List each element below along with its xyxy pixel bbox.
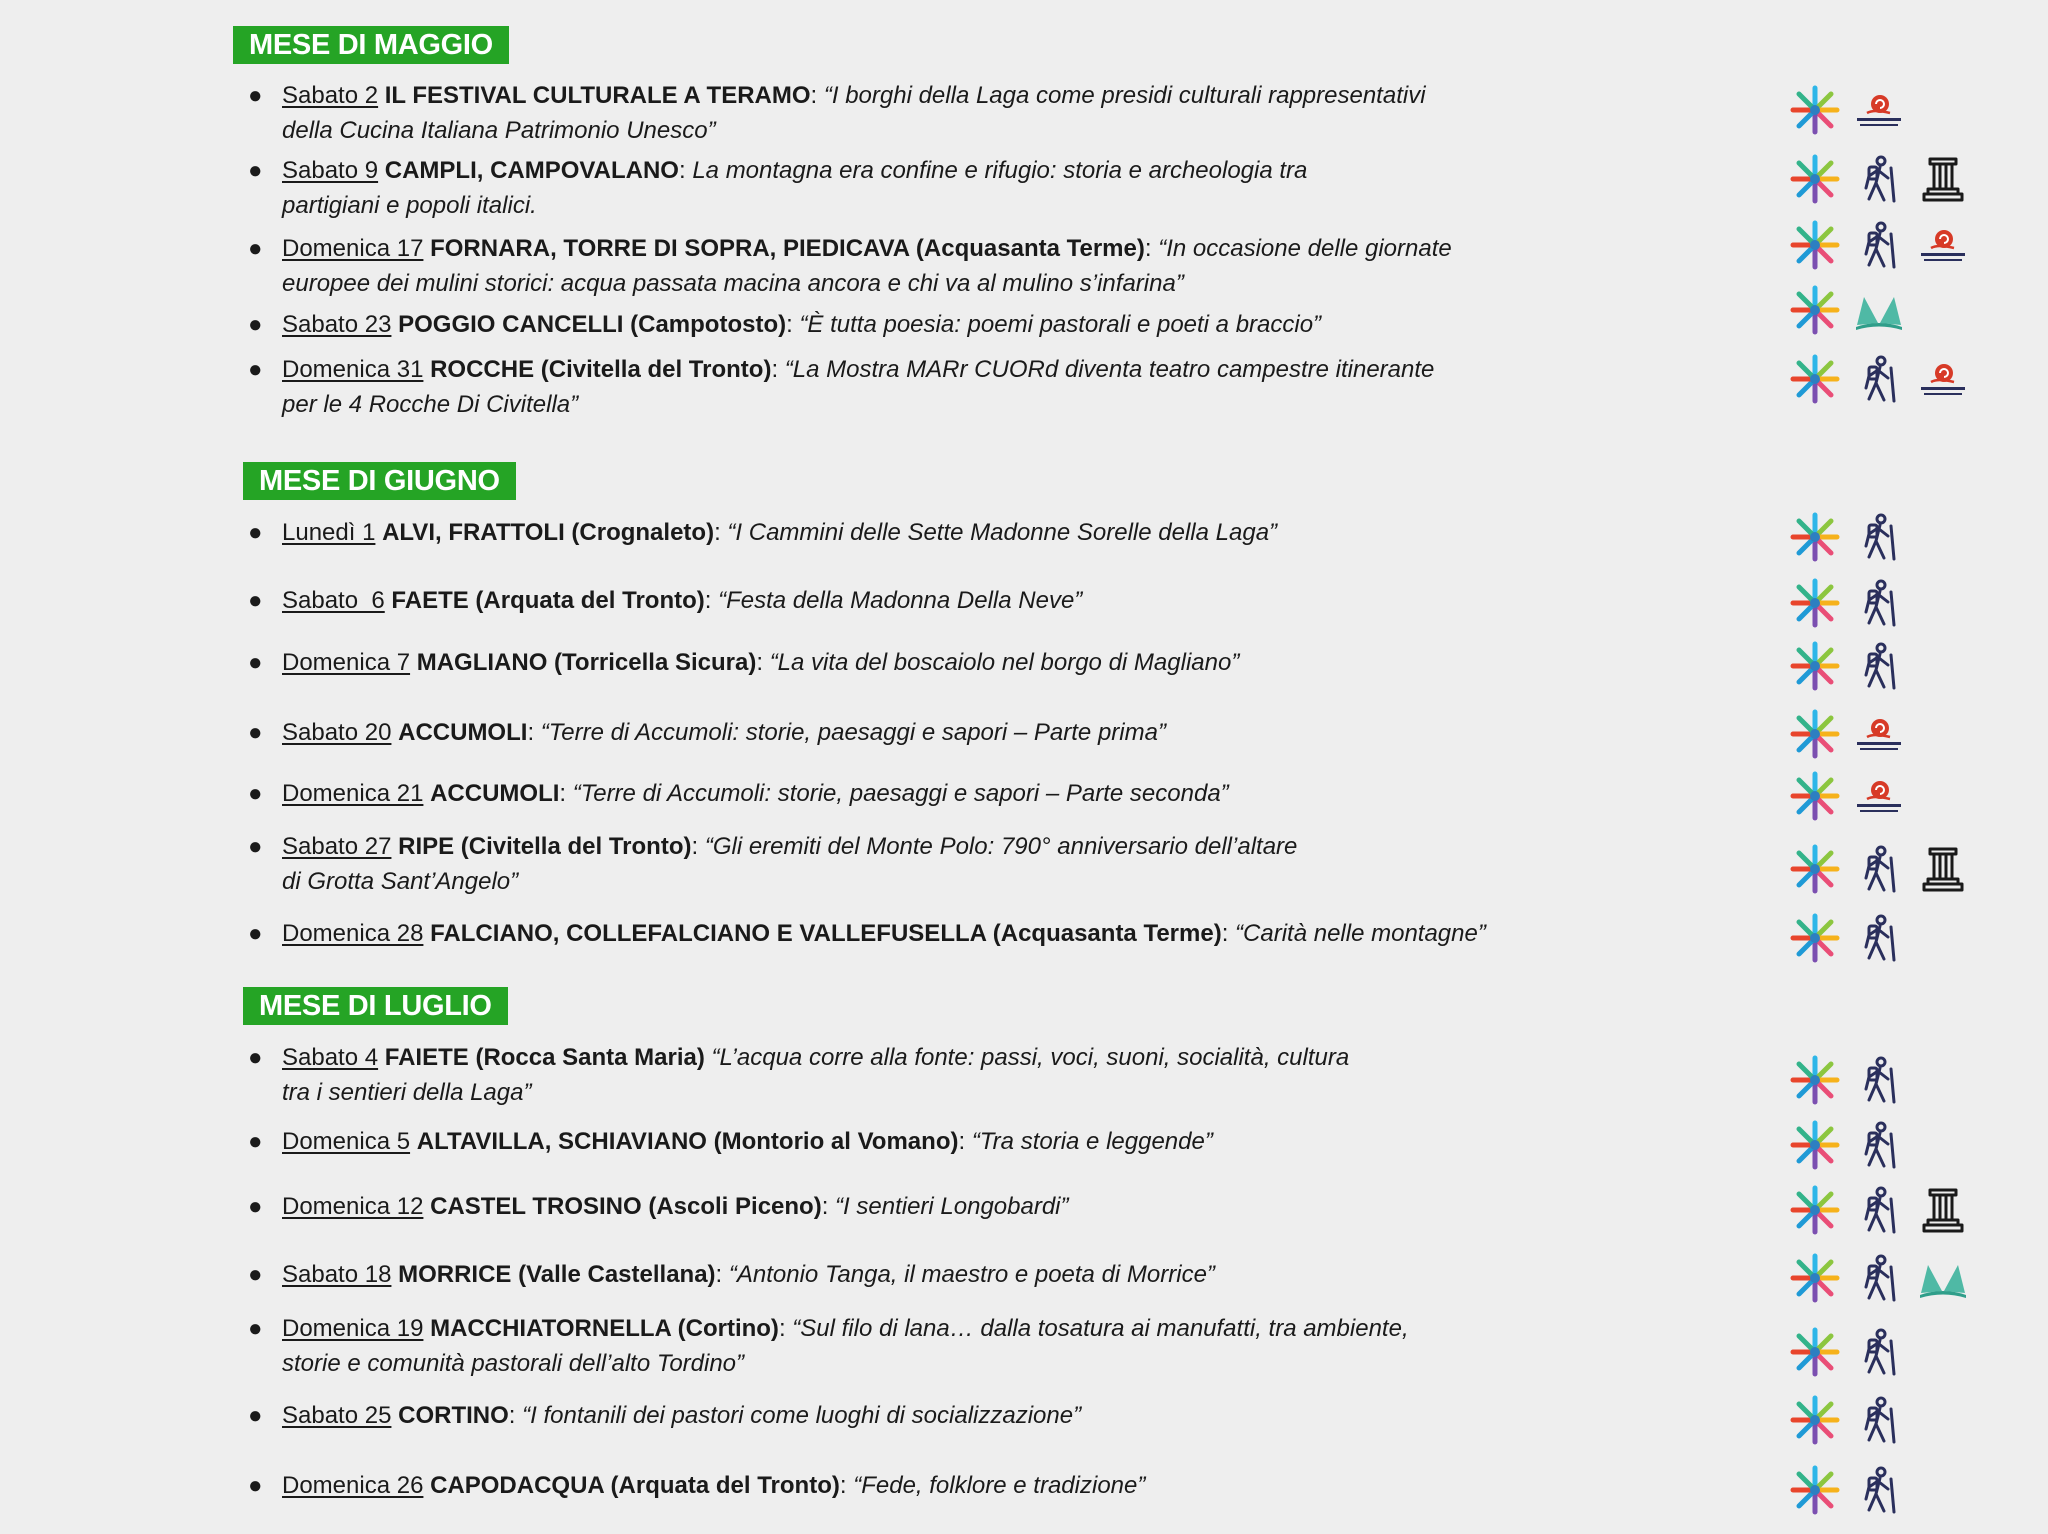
event-place: MACCHIATORNELLA (Cortino) xyxy=(430,1315,779,1342)
event-date: Domenica 28 xyxy=(282,920,424,947)
hiker-icon xyxy=(1854,354,1904,404)
list-item xyxy=(248,1124,1542,1159)
event-icons xyxy=(1790,215,1968,275)
event-date: Sabato 2 xyxy=(282,82,379,109)
column-icon xyxy=(1918,1185,1968,1235)
event-sep: : xyxy=(714,519,721,546)
bullet: ● xyxy=(248,157,263,184)
flower-logo-icon xyxy=(1790,1055,1840,1105)
flower-logo-icon xyxy=(1790,1465,1840,1515)
event-date: Sabato 20 xyxy=(282,719,392,746)
event-icons xyxy=(1790,80,1904,140)
hiker-icon xyxy=(1854,1465,1904,1515)
slow-food-icon xyxy=(1854,709,1904,759)
bullet: ● xyxy=(248,235,263,262)
event-sep: : xyxy=(508,1402,516,1429)
list-item xyxy=(248,583,1542,618)
flower-logo-icon xyxy=(1790,1253,1840,1303)
bullet: ● xyxy=(248,719,263,746)
bullet: ● xyxy=(248,519,263,546)
event-icons xyxy=(1790,1390,1904,1450)
event-date: Domenica 19 xyxy=(282,1315,424,1342)
event-sep: : xyxy=(958,1128,966,1155)
bullet: ● xyxy=(248,356,263,383)
flower-logo-icon xyxy=(1790,844,1840,894)
list-item xyxy=(248,1468,1542,1503)
event-place: MORRICE (Valle Castellana) xyxy=(398,1261,716,1288)
event-place: CORTINO xyxy=(398,1402,509,1429)
event-date: Domenica 17 xyxy=(282,235,424,262)
event-desc: “I sentieri Longobardi” xyxy=(835,1193,1069,1220)
book-icon xyxy=(1918,1253,1968,1303)
column-icon xyxy=(1918,844,1968,894)
list-item xyxy=(248,1189,1542,1224)
event-place: IL FESTIVAL CULTURALE A TERAMO xyxy=(384,82,811,109)
event-date: Sabato 18 xyxy=(282,1261,392,1288)
event-desc-cont: europee dei mulini storici: acqua passata macina ancora e chi va al mulino s’infarina” xyxy=(282,270,1184,297)
event-desc: “I fontanili dei pastori come luoghi di socializzazione” xyxy=(522,1402,1082,1429)
event-icons xyxy=(1790,1180,1968,1240)
flower-logo-icon xyxy=(1790,512,1840,562)
event-date: Domenica 21 xyxy=(282,780,424,807)
event-desc-cont: partigiani e popoli italici. xyxy=(282,192,537,219)
event-icons xyxy=(1790,1460,1904,1520)
hiker-icon xyxy=(1854,512,1904,562)
event-desc: “La Mostra MARr CUORd diventa teatro campestre itinerante xyxy=(784,356,1435,383)
event-date: Domenica 7 xyxy=(282,649,411,676)
event-icons xyxy=(1790,839,1968,899)
list-item xyxy=(248,307,1542,342)
event-desc: “I borghi della Laga come presidi culturali rappresentativi xyxy=(823,82,1426,109)
flower-logo-icon xyxy=(1790,641,1840,691)
bullet: ● xyxy=(248,1472,263,1499)
flower-logo-icon xyxy=(1790,285,1840,335)
event-icons xyxy=(1790,704,1904,764)
slow-food-icon xyxy=(1854,85,1904,135)
event-date: Sabato 23 xyxy=(282,311,392,338)
event-icons xyxy=(1790,349,1968,409)
event-place: ALTAVILLA, SCHIAVIANO (Montorio al Vomano) xyxy=(416,1128,959,1155)
slow-food-icon xyxy=(1854,771,1904,821)
event-sep: : xyxy=(715,1261,723,1288)
event-place: POGGIO CANCELLI (Campotosto) xyxy=(398,311,787,338)
hiker-icon xyxy=(1854,154,1904,204)
event-desc: “In occasione delle giornate xyxy=(1158,235,1452,262)
event-sep: : xyxy=(786,311,793,338)
hiker-icon xyxy=(1854,1253,1904,1303)
hiker-icon xyxy=(1854,1120,1904,1170)
event-desc: “È tutta poesia: poemi pastorali e poeti a braccio” xyxy=(799,311,1322,338)
bullet: ● xyxy=(248,1044,263,1071)
event-place: CAPODACQUA (Arquata del Tronto) xyxy=(430,1472,840,1499)
event-sep: : xyxy=(1221,920,1229,947)
event-desc: “Festa della Madonna Della Neve” xyxy=(718,587,1083,614)
event-date: Sabato 25 xyxy=(282,1402,392,1429)
slow-food-icon xyxy=(1918,354,1968,404)
flower-logo-icon xyxy=(1790,1185,1840,1235)
event-icons xyxy=(1790,1115,1904,1175)
hiker-icon xyxy=(1854,220,1904,270)
flower-logo-icon xyxy=(1790,154,1840,204)
event-icons xyxy=(1790,573,1904,633)
event-sep: : xyxy=(839,1472,847,1499)
bullet: ● xyxy=(248,1128,263,1155)
book-icon xyxy=(1854,285,1904,335)
hiker-icon xyxy=(1854,1055,1904,1105)
bullet: ● xyxy=(248,1193,263,1220)
event-date: Sabato 9 xyxy=(282,157,379,184)
event-desc: “Tra storia e leggende” xyxy=(971,1128,1213,1155)
event-date: Sabato 4 xyxy=(282,1044,379,1071)
event-sep: : xyxy=(678,157,686,184)
event-desc: “Sul filo di lana… dalla tosatura ai manufatti, tra ambiente, xyxy=(792,1315,1409,1342)
bullet: ● xyxy=(248,833,263,860)
event-date: Domenica 26 xyxy=(282,1472,424,1499)
event-desc-cont: tra i sentieri della Laga” xyxy=(282,1079,532,1106)
flower-logo-icon xyxy=(1790,771,1840,821)
list-item xyxy=(248,352,1542,422)
list-item xyxy=(248,1257,1542,1292)
event-sep: : xyxy=(771,356,779,383)
event-icons xyxy=(1790,636,1904,696)
list-item xyxy=(248,916,1542,951)
event-desc: “Fede, folklore e tradizione” xyxy=(853,1472,1146,1499)
event-sep: : xyxy=(778,1315,786,1342)
event-desc-cont: della Cucina Italiana Patrimonio Unesco” xyxy=(282,117,716,144)
bullet: ● xyxy=(248,649,263,676)
hiker-icon xyxy=(1854,641,1904,691)
event-date: Domenica 5 xyxy=(282,1128,411,1155)
list-item xyxy=(248,1398,1542,1433)
flower-logo-icon xyxy=(1790,354,1840,404)
event-desc: “I Cammini delle Sette Madonne Sorelle della Laga” xyxy=(727,519,1278,546)
event-desc: “Terre di Accumoli: storie, paesaggi e sapori – Parte prima” xyxy=(540,719,1166,746)
hiker-icon xyxy=(1854,578,1904,628)
event-place: ROCCHE (Civitella del Tronto) xyxy=(430,356,772,383)
bullet: ● xyxy=(248,311,263,338)
flower-logo-icon xyxy=(1790,220,1840,270)
event-desc: “Terre di Accumoli: storie, paesaggi e sapori – Parte seconda” xyxy=(572,780,1229,807)
event-sep: : xyxy=(527,719,535,746)
event-sep: : xyxy=(810,82,818,109)
section-title-luglio: MESE DI LUGLIO xyxy=(243,987,508,1025)
flower-logo-icon xyxy=(1790,709,1840,759)
hiker-icon xyxy=(1854,1327,1904,1377)
list-item xyxy=(248,78,1542,148)
bullet: ● xyxy=(248,587,263,614)
event-place: RIPE (Civitella del Tronto) xyxy=(398,833,692,860)
list-item xyxy=(248,829,1542,899)
event-date: Domenica 12 xyxy=(282,1193,424,1220)
event-desc: “La vita del boscaiolo nel borgo di Magliano” xyxy=(769,649,1240,676)
event-place: ACCUMOLI xyxy=(430,780,560,807)
list-item xyxy=(248,1040,1542,1110)
event-desc: “L’acqua corre alla fonte: passi, voci, suoni, socialità, cultura xyxy=(711,1044,1350,1071)
list-item xyxy=(248,231,1542,301)
list-item xyxy=(248,776,1542,811)
event-desc: La montagna era confine e rifugio: storia e archeologia tra xyxy=(692,157,1308,184)
flower-logo-icon xyxy=(1790,1327,1840,1377)
event-sep: : xyxy=(821,1193,829,1220)
event-sep: : xyxy=(704,587,712,614)
event-place: FAIETE (Rocca Santa Maria) xyxy=(384,1044,705,1071)
event-icons xyxy=(1790,280,1904,340)
hiker-icon xyxy=(1854,913,1904,963)
event-sep: : xyxy=(559,780,567,807)
bullet: ● xyxy=(248,82,263,109)
event-desc-cont: storie e comunità pastorali dell’alto Tordino” xyxy=(282,1350,745,1377)
hiker-icon xyxy=(1854,1395,1904,1445)
event-sep: : xyxy=(691,833,699,860)
slow-food-icon xyxy=(1918,220,1968,270)
list-item xyxy=(248,715,1542,750)
event-place: MAGLIANO (Torricella Sicura) xyxy=(416,649,757,676)
column-icon xyxy=(1918,154,1968,204)
event-date: Sabato 6 xyxy=(282,587,385,614)
bullet: ● xyxy=(248,1402,263,1429)
bullet: ● xyxy=(248,920,263,947)
hiker-icon xyxy=(1854,1185,1904,1235)
event-icons xyxy=(1790,1248,1968,1308)
list-item xyxy=(248,1311,1542,1381)
event-place: FALCIANO, COLLEFALCIANO E VALLEFUSELLA (Acquasanta Terme) xyxy=(430,920,1222,947)
bullet: ● xyxy=(248,1315,263,1342)
event-desc: “Gli eremiti del Monte Polo: 790° anniversario dell’altare xyxy=(704,833,1298,860)
event-place: FAETE (Arquata del Tronto) xyxy=(391,587,705,614)
event-place: CASTEL TROSINO (Ascoli Piceno) xyxy=(430,1193,822,1220)
event-icons xyxy=(1790,507,1904,567)
event-sep: : xyxy=(756,649,764,676)
flower-logo-icon xyxy=(1790,913,1840,963)
event-desc: “Antonio Tanga, il maestro e poeta di Morrice” xyxy=(728,1261,1215,1288)
event-desc-cont: di Grotta Sant’Angelo” xyxy=(282,868,519,895)
event-sep: : xyxy=(1144,235,1152,262)
event-place: FORNARA, TORRE DI SOPRA, PIEDICAVA (Acquasanta Terme) xyxy=(430,235,1145,262)
event-desc: “Carità nelle montagne” xyxy=(1235,920,1486,947)
flower-logo-icon xyxy=(1790,1120,1840,1170)
event-icons xyxy=(1790,1322,1904,1382)
event-icons xyxy=(1790,149,1968,209)
event-date: Domenica 31 xyxy=(282,356,424,383)
event-icons xyxy=(1790,766,1904,826)
event-icons xyxy=(1790,1050,1904,1110)
event-date: Lunedì 1 xyxy=(282,519,376,546)
flower-logo-icon xyxy=(1790,1395,1840,1445)
list-item xyxy=(248,515,1542,550)
hiker-icon xyxy=(1854,844,1904,894)
bullet: ● xyxy=(248,780,263,807)
event-place: ALVI, FRATTOLI (Crognaleto) xyxy=(382,519,715,546)
list-item xyxy=(248,645,1542,680)
event-place: ACCUMOLI xyxy=(398,719,528,746)
flower-logo-icon xyxy=(1790,85,1840,135)
event-place: CAMPLI, CAMPOVALANO xyxy=(384,157,679,184)
section-title-maggio: MESE DI MAGGIO xyxy=(233,26,509,64)
bullet: ● xyxy=(248,1261,263,1288)
event-desc-cont: per le 4 Rocche Di Civitella” xyxy=(282,391,579,418)
list-item xyxy=(248,153,1542,223)
event-date: Sabato 27 xyxy=(282,833,392,860)
flower-logo-icon xyxy=(1790,578,1840,628)
section-title-giugno: MESE DI GIUGNO xyxy=(243,462,516,500)
event-icons xyxy=(1790,908,1904,968)
